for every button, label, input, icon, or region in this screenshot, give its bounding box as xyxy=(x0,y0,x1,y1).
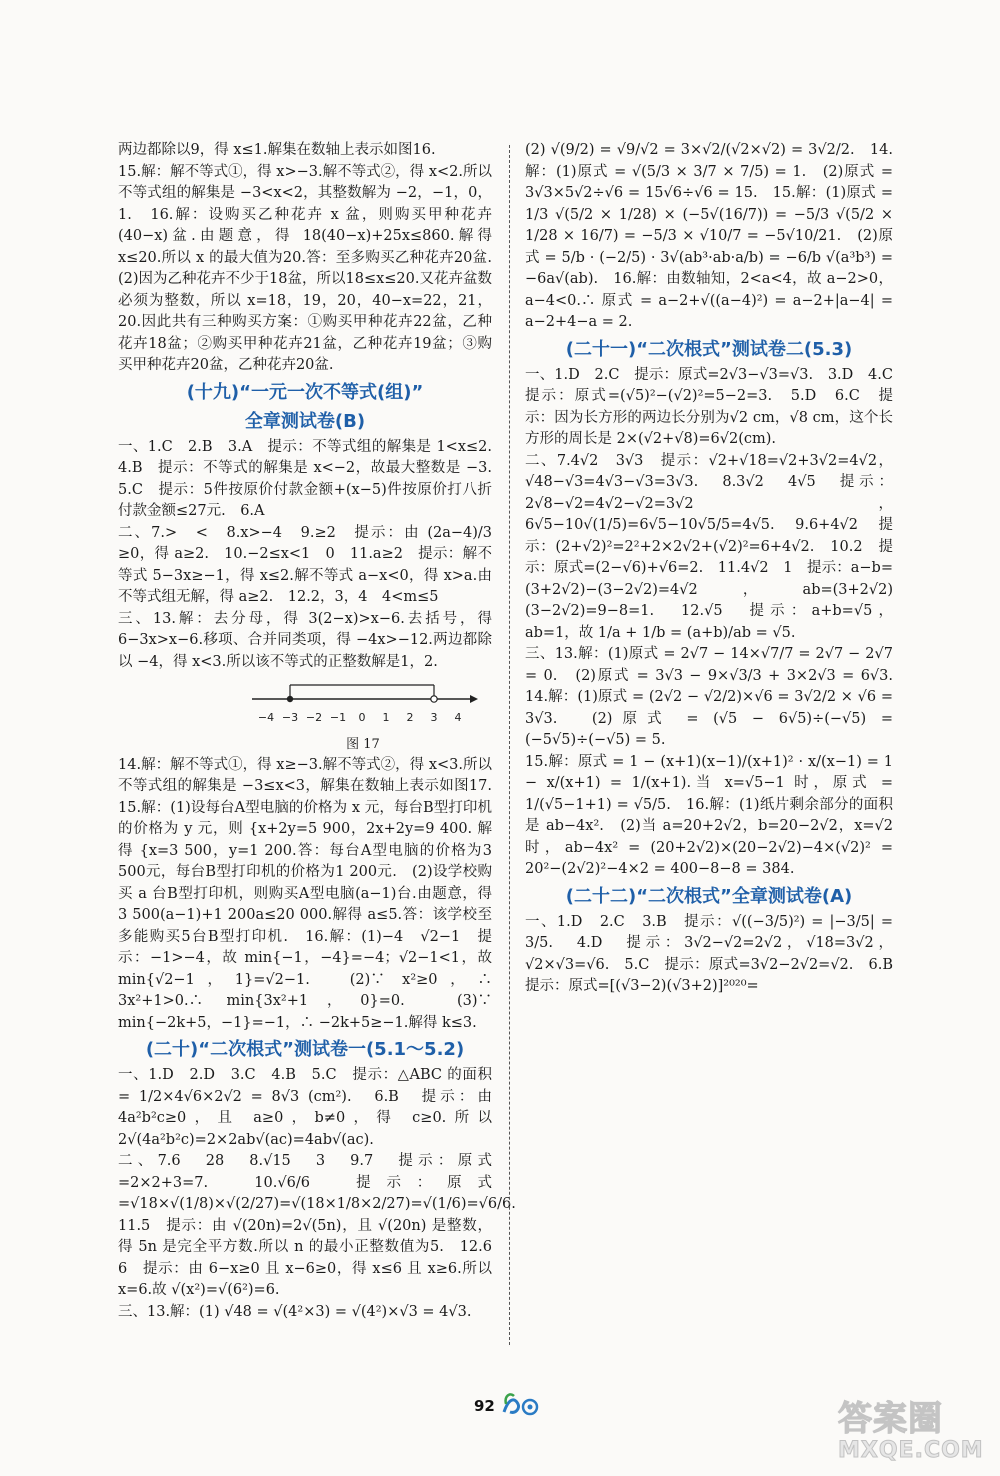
tick-label: 3 xyxy=(430,711,438,724)
left-para-1: 两边都除以9，得 x≤1.解集在数轴上表示如图16. xyxy=(118,142,436,158)
left-para-2: 15.解：解不等式①，得 x>−3.解不等式②，得 x<2.所以不等式组的解集是 −3<x<2，其整数解为 −2，−1，0，1. 16.解：设购买乙种花卉 x 盆，则购买甲种花卉(40−x)盆.由题意，得 18(40−x)+25x≤860.解得 x≤20.所以 x 的最大值为20.答：至多购买乙种花卉20盆. (2)因为乙种花卉不少于18盆，所以18≤x≤20.又花卉盆数必须为整数，所以 x=18，19，20，40−x=22，21，20.因此共有三种购买方案：①购买甲种花卉22盆，乙种花卉18盆；②购买甲种花卉21盆，乙种花卉19盆；③购买甲种花卉20盆，乙种花卉20盆. xyxy=(118,163,507,373)
watermark-chars: 答案圈 xyxy=(838,1399,943,1439)
heading-20: (二十)“二次根式”测试卷一(5.1～5.2) xyxy=(145,1039,465,1060)
heading-21: (二十一)“二次根式”测试卷二(5.3) xyxy=(565,338,853,360)
tick-label: 4 xyxy=(454,711,462,724)
tick-label: 0 xyxy=(358,711,366,724)
tick-label: 1 xyxy=(382,711,390,724)
page-ornament-icon xyxy=(500,1390,542,1422)
right-para-1: (2) √(9/2) = √9/√2 = 3×√2/(√2×√2) = 3√2/2. 14.解：(1)原式 = √(5/3 × 3/7 × 7/5) = 1. (2)原式 = 3√3×5√2÷√6 = 15√6÷√6 = 15. 15.解：(1)原式 = 1/3 √(5/2 × 1/28) × (−5√(16/7)) = −5/3 √(5/2 × 1/28 × 16/7) = −5/3 × √10/7 = −5√10/21. (2)原式 = 5/b · (−2/5) · 3√(ab³·ab·a/b) = −6/b √(a³b³) = −6a√(ab). 16.解：由数轴知，2<a<4，故 a−2>0，a−4<0.∴ 原式 = a−2+√((a−4)²) = a−2+|a−4| = a−2+4−a = 2. xyxy=(525,142,893,330)
left-para-7: 一、1.D 2.D 3.C 4.B 5.C 提示：△ABC 的面积 = 1/2×4√6×2√2 = 8√3 (cm²). 6.B 提示：由 4a²b²c≥0，且 a≥0，b≠0，得 c≥0.所以 2√(4a²b²c)=2×2ab√(ac)=4ab√(ac). xyxy=(118,1067,492,1148)
left-para-5: 三、13.解：去分母，得 3(2−x)>x−6.去括号，得 6−3x>x−6.移项、合并同类项，得 −4x>−12.两边都除以 −4，得 x<3.所以该不等式的正整数解是1，2. xyxy=(118,610,492,670)
tick-label: −3 xyxy=(281,711,299,724)
heading-19-line2: 全章测试卷(B) xyxy=(244,410,366,432)
left-para-3: 一、1.C 2.B 3.A 提示：不等式组的解集是 1<x≤2. 4.B 提示：不等式的解集是 x<−2，故最大整数是 −3. 5.C 提示：5件按原价付款金额+(x−5)件按原价打八折付款金额≤27元. 6.A xyxy=(118,438,507,519)
tick-label: −4 xyxy=(257,711,275,724)
left-para-4: 二、7.> < 8.x>−4 9.≥2 提示：由 (2a−4)/3 ≥0，得 a≥2. 10.−2≤x<1 0 11.a≥2 提示：解不等式 5−3x≥−1，得 x≤2.解不等式 a−x<0，得 x>a.由不等式组无解，得 a≥2. 12.2，3，4 4<m≤5 xyxy=(118,524,492,605)
tick-label: 2 xyxy=(406,711,414,724)
page-number: 92 xyxy=(474,1397,495,1415)
left-para-6: 14.解：解不等式①，得 x≥−3.解不等式②，得 x<3.所以不等式组的解集是 −3≤x<3，解集在数轴上表示如图17. 15.解：(1)设每台A型电脑的价格为 x 元，每台B型打印机的价格为 y 元，则 {x+2y=5 900，2x+2y=9 400. 解得 {x=3 500，y=1 200.答：每台A型电脑的价格为3 500元，每台B型打印机的价格为1 200元. (2)设学校购买 a 台B型打印机，则购买A型电脑(a−1)台.由题意，得 3 500(a−1)+1 200a≤20 000.解得 a≤5.答：该学校至多能购买5台B型打印机. 16.解：(1)−4 √2−1 提示：−1>−4，故 min{−1，−4}=−4；√2−1<1，故 min{√2−1，1}=√2−1. (2)∵ x²≥0，∴ 3x²+1>0.∴ min{3x²+1，0}=0. (3)∵ min{−2k+5，−1}=−1，∴ −2k+5≥−1.解得 k≤3. xyxy=(118,756,507,1031)
number-line xyxy=(248,677,478,729)
right-column xyxy=(525,140,908,998)
watermark-url: MXQE.COM xyxy=(838,1438,984,1463)
tick-label: −1 xyxy=(329,711,347,724)
site-watermark xyxy=(838,1400,986,1472)
left-column xyxy=(118,140,531,1323)
right-para-4: 三、13.解：(1)原式 = 2√7 − 14×√7/7 = 2√7 − 2√7 = 0. (2)原式 = 3√3 − 9×√3/3 + 3×2√3 = 6√3. 14.解：(1)原式 = (2√2 − √2/2)×√6 = 3√2/2 × √6 = 3√3. (2)原式 = (√5 − 6√5)÷(−√5) = (−5√5)÷(−√5) = 5. xyxy=(525,646,908,748)
left-para-9: 三、13.解：(1) √48 = √(4²×3) = √(4²)×√3 = 4√3. xyxy=(118,1303,472,1320)
right-para-5: 15.解：原式 = 1 − (x+1)(x−1)/(x+1)² · x/(x−1) = 1 − x/(x+1) = 1/(x+1).当 x=√5−1 时，原式 = 1/(√5−1+1) = √5/5. 16.解：(1)纸片剩余部分的面积是 ab−4x². (2)当 a=20+2√2，b=20−2√2，x=√2 时，ab−4x² = (20+2√2)×(20−2√2)−4×(√2)² = 20²−(2√2)²−4×2 = 400−8−8 = 384. xyxy=(525,753,893,877)
column-divider xyxy=(509,145,510,1345)
tick-label: −2 xyxy=(305,711,323,724)
number-line-figure xyxy=(248,677,492,753)
heading-22: (二十二)“二次根式”全章测试卷(A) xyxy=(565,885,853,907)
right-para-2: 一、1.D 2.C 提示：原式=2√3−√3=√3. 3.D 4.C 提示：原式=(√5)²−(√2)²=5−2=3. 5.D 6.C 提示：因为长方形的两边长分别为√2 cm，√8 cm，这个长方形的周长是 2×(√2+√8)=6√2(cm). xyxy=(525,366,908,447)
heading-19-line1: (十九)“一元一次不等式(组)” xyxy=(186,381,424,403)
figure-caption: 图 17 xyxy=(346,736,380,752)
right-para-3: 二、7.4√2 3√3 提示：√2+√18=√2+3√2=4√2，√48−√3=4√3−√3=3√3. 8.3√2 4√5 提示：2√8−√2=4√2−√2=3√2，6√5−10√(1/5)=6√5−10√5/5=4√5. 9.6+4√2 提示：(2+√2)²=2²+2×2√2+(√2)²=6+4√2. 10.2 提示：原式=(2−√6)+√6=2. 11.4√2 1 提示：a−b=(3+2√2)−(3−2√2)=4√2，ab=(3+2√2)(3−2√2)=9−8=1. 12.√5 提示：a+b=√5，ab=1，故 1/a + 1/b = (a+b)/ab = √5. xyxy=(525,452,893,641)
right-para-6: 一、1.D 2.C 3.B 提示：√((−3/5)²) = |−3/5| = 3/5. 4.D 提示：3√2−√2=2√2，√18=3√2，√2×√3=√6. 5.C 提示：原式=3√2−2√2=√2. 6.B 提示：原式=[(√3−2)(√3+2)]²⁰²⁰= xyxy=(525,913,908,994)
left-para-8: 二、7.6 28 8.√15 3 9.7 提示：原式=2×2+3=7. 10.√6/6 提示：原式=√18×√(1/8)×√(2/27)=√(18×1/8×2/27)=√(1/6)=√6/6. 11.5 提示：由 √(20n)=2√(5n)，且 √(20n) 是整数，得 5n 是完全平方数.所以 n 的最小正整数值为5. 12.6 6 提示：由 6−x≥0 且 x−6≥0，得 x≤6 且 x≥6.所以 x=6.故 √(x²)=√(6²)=6. xyxy=(118,1153,531,1298)
